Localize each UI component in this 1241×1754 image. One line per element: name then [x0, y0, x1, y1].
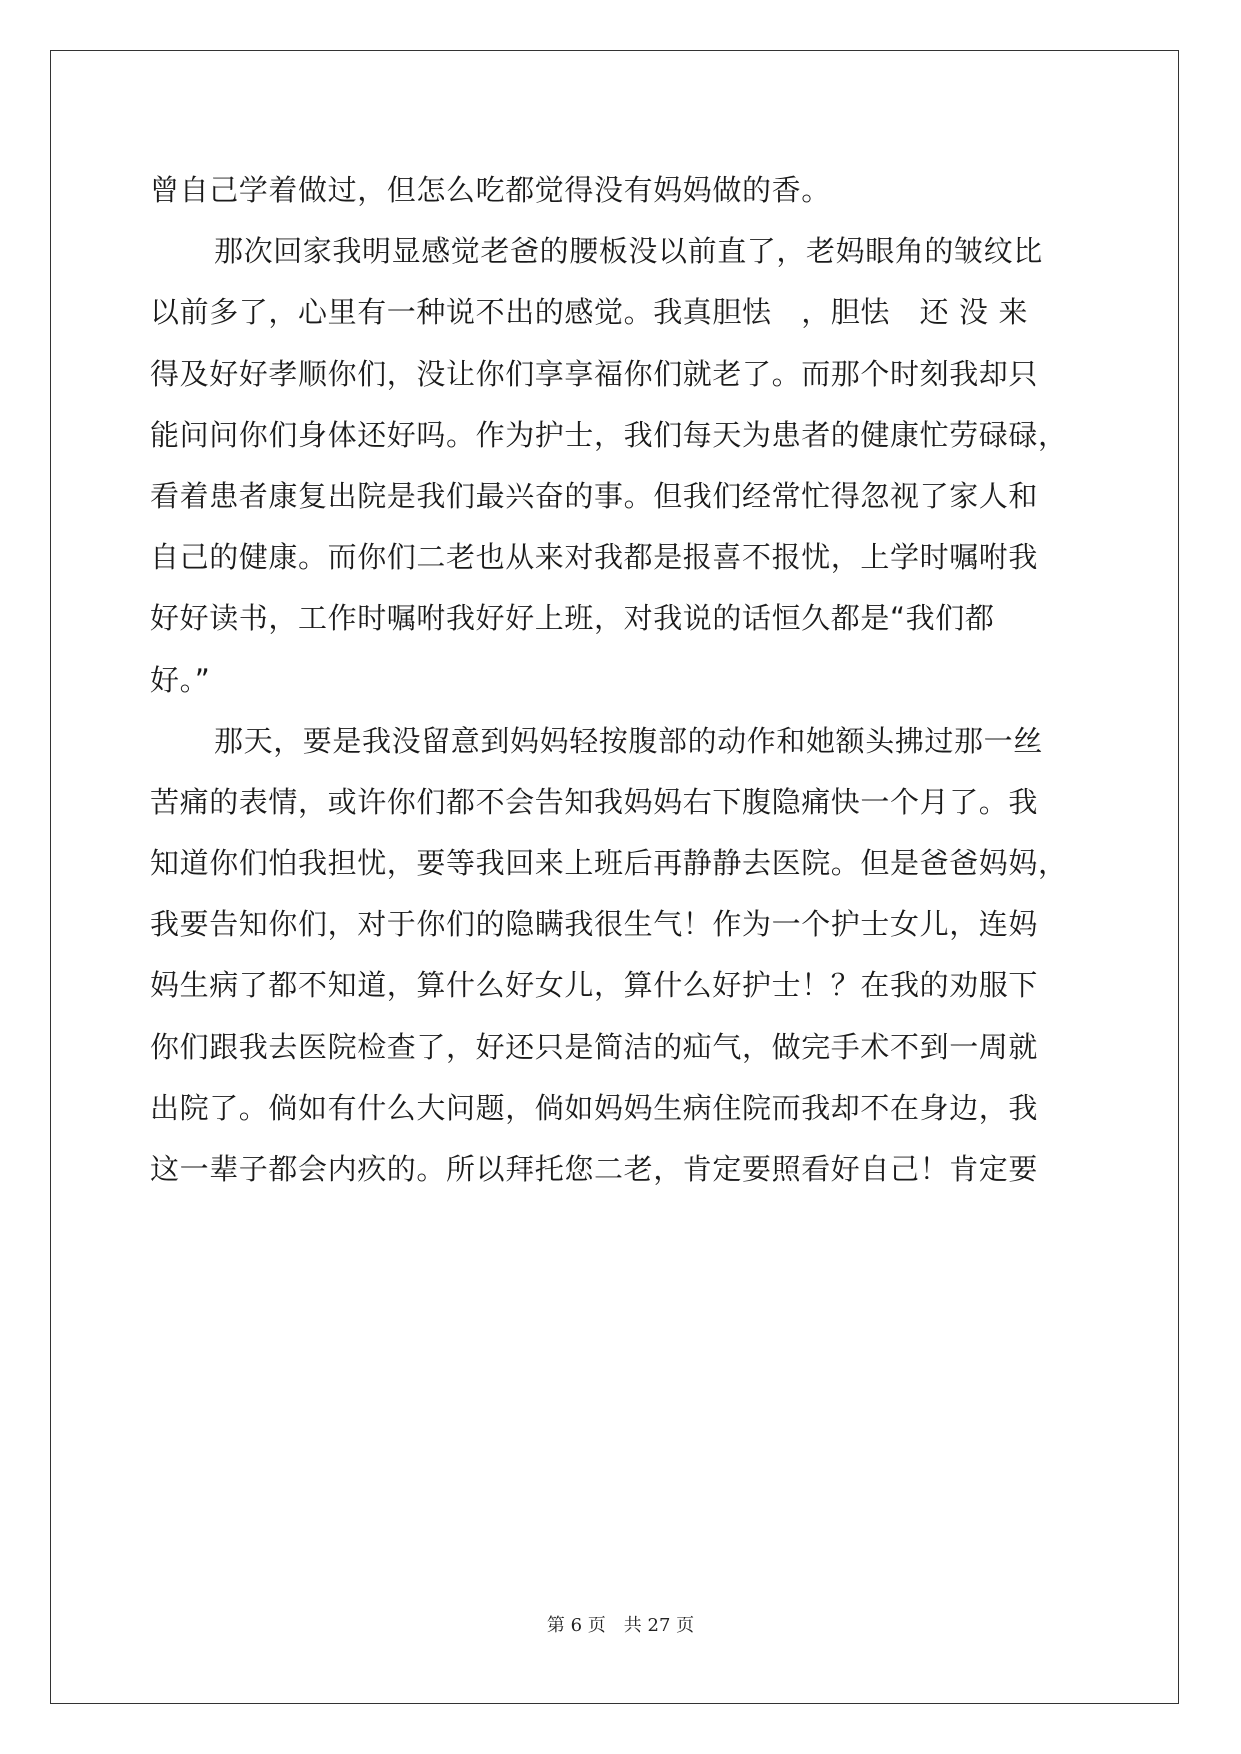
text-line: 好。” — [150, 662, 211, 697]
text-line: 我要告知你们，对于你们的隐瞒我很生气！作为一个护士女儿，连妈 — [150, 907, 1039, 942]
text-line: 知道你们怕我担忧，要等我回来上班后再静静去医院。但是爸爸妈妈， — [150, 846, 1068, 881]
page-number-footer: 第 6 页 共 27 页 — [546, 1615, 695, 1636]
text-line: 曾自己学着做过，但怎么吃都觉得没有妈妈做的香。 — [150, 173, 831, 207]
paragraph-start-line: 那天，要是我没留意到妈妈轻按腹部的动作和她额头拂过那一丝 — [214, 723, 1043, 758]
document-body — [150, 160, 1090, 1200]
text-line: 以前多了，心里有一种说不出的感觉。我真胆怯 ，胆怯 还 没 来 — [150, 295, 1029, 330]
text-line: 自己的健康。而你们二老也从来对我都是报喜不报忧，上学时嘱咐我 — [150, 540, 1039, 575]
paragraph-start-line: 那次回家我明显感觉老爸的腰板没以前直了，老妈眼角的皱纹比 — [214, 234, 1043, 269]
text-line: 得及好好孝顺你们，没让你们享享福你们就老了。而那个时刻我却只 — [150, 356, 1039, 391]
text-line: 看着患者康复出院是我们最兴奋的事。但我们经常忙得忽视了家人和 — [150, 478, 1039, 513]
text-line: 你们跟我去医院检查了，好还只是简洁的疝气，做完手术不到一周就 — [150, 1029, 1039, 1064]
text-line: 这一辈子都会内疚的。所以拜托您二老，肯定要照看好自己！肯定要 — [150, 1152, 1039, 1186]
text-line: 出院了。倘如有什么大问题，倘如妈妈生病住院而我却不在身边，我 — [150, 1090, 1039, 1125]
text-line: 妈生病了都不知道，算什么好女儿，算什么好护士！？在我的劝服下 — [150, 968, 1039, 1003]
text-line: 好好读书，工作时嘱咐我好好上班，对我说的话恒久都是“我们都 — [150, 601, 995, 636]
text-line: 苦痛的表情，或许你们都不会告知我妈妈右下腹隐痛快一个月了。我 — [150, 784, 1039, 819]
text-line: 能问问你们身体还好吗。作为护士，我们每天为患者的健康忙劳碌碌， — [150, 417, 1068, 452]
